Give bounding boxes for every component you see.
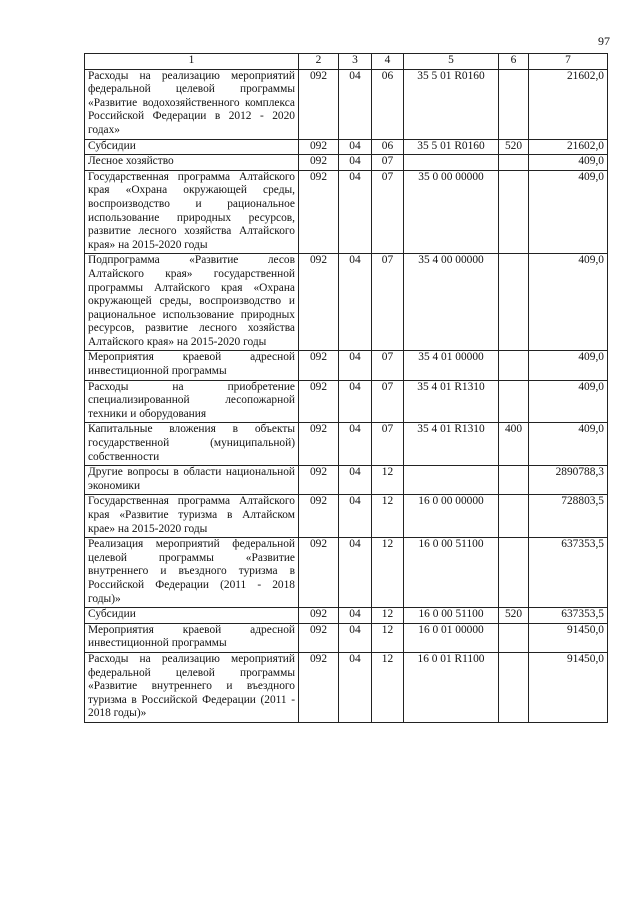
table-row: [85, 69, 608, 139]
row-section-cell: 04: [339, 623, 372, 652]
row-ministry-code-cell: 092: [299, 351, 339, 380]
row-subsection-cell: 07: [372, 170, 404, 254]
table-row: [85, 380, 608, 423]
row-target-article-cell: 16 0 00 51100: [404, 608, 499, 624]
table-row: [85, 652, 608, 722]
header-col-4: 4: [372, 54, 404, 70]
row-amount-cell: 409,0: [529, 254, 608, 351]
table-row: [85, 423, 608, 466]
row-target-article-cell: 35 4 01 R1310: [404, 380, 499, 423]
table-row: [85, 155, 608, 171]
row-name-cell: Расходы на приобретение специализированной лесопожарной техники и оборудования: [85, 380, 299, 423]
row-expense-type-cell: 400: [499, 423, 529, 466]
row-target-article-cell: 16 0 00 51100: [404, 538, 499, 608]
row-name-cell: Другие вопросы в области национальной экономики: [85, 466, 299, 495]
row-section-cell: 04: [339, 170, 372, 254]
row-subsection-cell: 12: [372, 466, 404, 495]
row-target-article-cell: 35 4 00 00000: [404, 254, 499, 351]
table-row: [85, 351, 608, 380]
row-subsection-cell: 07: [372, 380, 404, 423]
row-subsection-cell: 06: [372, 69, 404, 139]
row-amount-cell: 91450,0: [529, 623, 608, 652]
header-col-1: 1: [85, 54, 299, 70]
row-expense-type-cell: [499, 380, 529, 423]
row-target-article-cell: 35 4 01 R1310: [404, 423, 499, 466]
row-expense-type-cell: [499, 155, 529, 171]
row-subsection-cell: 12: [372, 495, 404, 538]
row-amount-cell: 637353,5: [529, 608, 608, 624]
row-ministry-code-cell: 092: [299, 466, 339, 495]
row-expense-type-cell: 520: [499, 139, 529, 155]
page-number: 97: [598, 34, 610, 48]
row-ministry-code-cell: 092: [299, 139, 339, 155]
table-row: [85, 139, 608, 155]
row-name-cell: Мероприятия краевой адресной инвестиционной программы: [85, 351, 299, 380]
row-expense-type-cell: [499, 623, 529, 652]
row-section-cell: 04: [339, 351, 372, 380]
row-amount-cell: 21602,0: [529, 139, 608, 155]
row-section-cell: 04: [339, 495, 372, 538]
row-ministry-code-cell: 092: [299, 170, 339, 254]
row-subsection-cell: 06: [372, 139, 404, 155]
row-section-cell: 04: [339, 380, 372, 423]
row-amount-cell: 2890788,3: [529, 466, 608, 495]
row-target-article-cell: [404, 466, 499, 495]
row-subsection-cell: 12: [372, 538, 404, 608]
row-section-cell: 04: [339, 155, 372, 171]
budget-table: [84, 53, 608, 723]
row-subsection-cell: 07: [372, 254, 404, 351]
row-section-cell: 04: [339, 608, 372, 624]
row-amount-cell: 21602,0: [529, 69, 608, 139]
row-section-cell: 04: [339, 254, 372, 351]
row-subsection-cell: 07: [372, 351, 404, 380]
row-target-article-cell: 35 5 01 R0160: [404, 69, 499, 139]
row-amount-cell: 409,0: [529, 155, 608, 171]
row-expense-type-cell: [499, 538, 529, 608]
row-name-cell: Субсидии: [85, 608, 299, 624]
row-subsection-cell: 07: [372, 155, 404, 171]
row-ministry-code-cell: 092: [299, 652, 339, 722]
row-ministry-code-cell: 092: [299, 254, 339, 351]
header-col-7: 7: [529, 54, 608, 70]
row-ministry-code-cell: 092: [299, 608, 339, 624]
row-subsection-cell: 07: [372, 423, 404, 466]
row-name-cell: Расходы на реализацию мероприятий федеральной целевой программы «Развитие водохозяйственного комплекса Российской Федерации в 2012 - 2020 годах»: [85, 69, 299, 139]
row-expense-type-cell: [499, 495, 529, 538]
row-name-cell: Капитальные вложения в объекты государственной (муниципальной) собственности: [85, 423, 299, 466]
header-col-2: 2: [299, 54, 339, 70]
row-amount-cell: 728803,5: [529, 495, 608, 538]
row-name-cell: Субсидии: [85, 139, 299, 155]
table-row: [85, 170, 608, 254]
row-name-cell: Государственная программа Алтайского края «Развитие туризма в Алтайском крае» на 2015-2020 годы: [85, 495, 299, 538]
row-ministry-code-cell: 092: [299, 423, 339, 466]
row-expense-type-cell: [499, 170, 529, 254]
row-ministry-code-cell: 092: [299, 380, 339, 423]
row-ministry-code-cell: 092: [299, 495, 339, 538]
row-section-cell: 04: [339, 423, 372, 466]
table-row: [85, 623, 608, 652]
table-row: [85, 538, 608, 608]
row-ministry-code-cell: 092: [299, 623, 339, 652]
row-name-cell: Подпрограмма «Развитие лесов Алтайского края» государственной программы Алтайского края «Охрана окружающей среды, воспроизводство и рациональное использование природных ресурсов, развитие лесного хозяйства Алтайского края» на 2015-2020 годы: [85, 254, 299, 351]
row-section-cell: 04: [339, 538, 372, 608]
header-col-3: 3: [339, 54, 372, 70]
row-subsection-cell: 12: [372, 652, 404, 722]
row-expense-type-cell: [499, 466, 529, 495]
row-expense-type-cell: [499, 351, 529, 380]
row-target-article-cell: 35 0 00 00000: [404, 170, 499, 254]
row-expense-type-cell: 520: [499, 608, 529, 624]
row-section-cell: 04: [339, 652, 372, 722]
row-name-cell: Реализация мероприятий федеральной целевой программы «Развитие внутреннего и въездного туризма в Российской Федерации (2011 - 2018 годы)»: [85, 538, 299, 608]
row-subsection-cell: 12: [372, 608, 404, 624]
row-name-cell: Лесное хозяйство: [85, 155, 299, 171]
row-section-cell: 04: [339, 139, 372, 155]
row-target-article-cell: 35 5 01 R0160: [404, 139, 499, 155]
header-col-6: 6: [499, 54, 529, 70]
table-header-row: [85, 54, 608, 70]
row-ministry-code-cell: 092: [299, 538, 339, 608]
table-row: [85, 495, 608, 538]
row-amount-cell: 409,0: [529, 380, 608, 423]
row-amount-cell: 91450,0: [529, 652, 608, 722]
table-row: [85, 466, 608, 495]
row-amount-cell: 409,0: [529, 351, 608, 380]
row-target-article-cell: 16 0 01 00000: [404, 623, 499, 652]
row-name-cell: Расходы на реализацию мероприятий федеральной целевой программы «Развитие внутреннего и въездного туризма в Российской Федерации (2011 - 2018 годы)»: [85, 652, 299, 722]
row-section-cell: 04: [339, 69, 372, 139]
row-name-cell: Государственная программа Алтайского края «Охрана окружающей среды, воспроизводство и рациональное использование природных ресурсов, развитие лесного хозяйства Алтайского края» на 2015-2020 годы: [85, 170, 299, 254]
row-expense-type-cell: [499, 652, 529, 722]
row-expense-type-cell: [499, 69, 529, 139]
row-amount-cell: 637353,5: [529, 538, 608, 608]
table-row: [85, 608, 608, 624]
row-target-article-cell: 16 0 01 R1100: [404, 652, 499, 722]
header-col-5: 5: [404, 54, 499, 70]
table-row: [85, 254, 608, 351]
row-subsection-cell: 12: [372, 623, 404, 652]
row-target-article-cell: [404, 155, 499, 171]
row-name-cell: Мероприятия краевой адресной инвестиционной программы: [85, 623, 299, 652]
row-ministry-code-cell: 092: [299, 155, 339, 171]
row-ministry-code-cell: 092: [299, 69, 339, 139]
row-target-article-cell: 16 0 00 00000: [404, 495, 499, 538]
row-expense-type-cell: [499, 254, 529, 351]
row-section-cell: 04: [339, 466, 372, 495]
row-amount-cell: 409,0: [529, 170, 608, 254]
row-target-article-cell: 35 4 01 00000: [404, 351, 499, 380]
row-amount-cell: 409,0: [529, 423, 608, 466]
